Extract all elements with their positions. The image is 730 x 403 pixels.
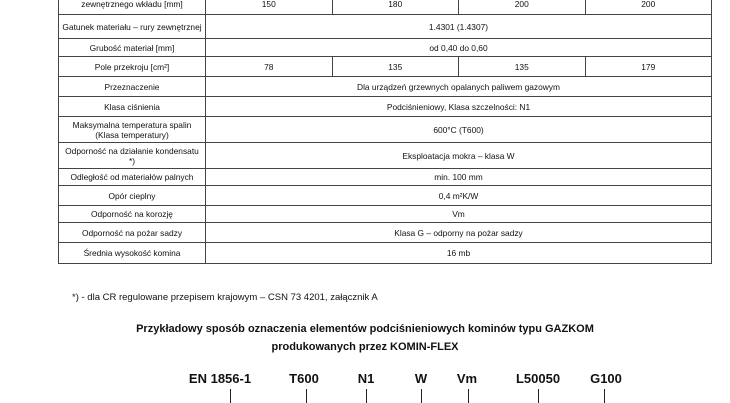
row-value: 16 mb <box>206 243 712 264</box>
table-row <box>59 243 712 264</box>
designation-code-condensate: W <box>414 371 428 386</box>
designation-title-line-1: Przykładowy sposób oznaczenia elementów podciśnieniowych kominów typu GAZKOM <box>136 323 594 335</box>
designation-tick <box>366 389 367 403</box>
table-row <box>59 143 712 169</box>
designation-tick <box>468 389 469 403</box>
row-value-cell: 200 <box>585 0 712 15</box>
row-label: zewnętrznego wkładu [mm] <box>59 0 206 15</box>
row-label: Odporność na pożar sadzy <box>59 223 206 243</box>
row-value: min. 100 mm <box>206 169 712 186</box>
footnote: *) - dla CR regulowane przepisem krajowym – CSN 73 4201, załącznik A <box>72 292 378 303</box>
table-row <box>59 97 712 117</box>
row-label: Klasa ciśnienia <box>59 97 206 117</box>
designation-example <box>0 371 730 400</box>
row-value-cell: 179 <box>585 57 712 77</box>
table-row <box>59 57 712 77</box>
row-label: Grubość materiał [mm] <box>59 39 206 57</box>
designation-code-corrosion: Vm <box>456 371 478 386</box>
designation-tick <box>604 389 605 403</box>
designation-tick <box>421 389 422 403</box>
table-row <box>59 77 712 97</box>
row-value: 600°C (T600) <box>206 117 712 143</box>
row-label: Gatunek materiału – rury zewnętrznej <box>59 15 206 39</box>
designation-code-temperature: T600 <box>289 371 319 386</box>
row-value: Klasa G – odporny na pożar sadzy <box>206 223 712 243</box>
designation-code-pressure: N1 <box>357 371 375 386</box>
specification-table <box>58 0 712 264</box>
row-value-cell: 135 <box>459 57 586 77</box>
designation-tick <box>230 389 231 403</box>
table-row <box>59 0 712 15</box>
table-row <box>59 169 712 186</box>
table-row <box>59 39 712 57</box>
table-row <box>59 186 712 206</box>
row-value-cell: 78 <box>206 57 333 77</box>
row-value: 1.4301 (1.4307) <box>206 15 712 39</box>
row-label: Opór cieplny <box>59 186 206 206</box>
row-label: Średnia wysokość komina <box>59 243 206 264</box>
row-value-cell: 135 <box>332 57 459 77</box>
row-value: Eksploatacja mokra – klasa W <box>206 143 712 169</box>
table-row <box>59 206 712 223</box>
row-value-cell: 150 <box>206 0 333 15</box>
row-value-cell: 180 <box>332 0 459 15</box>
designation-code-material: L50050 <box>515 371 561 386</box>
designation-tick <box>538 389 539 403</box>
row-label: Odległość od materiałów palnych <box>59 169 206 186</box>
table-row <box>59 15 712 39</box>
row-label: Odporność na działanie kondensatu *) <box>59 143 206 169</box>
row-value: 0,4 m²K/W <box>206 186 712 206</box>
row-label: Pole przekroju [cm²] <box>59 57 206 77</box>
row-value: od 0,40 do 0,60 <box>206 39 712 57</box>
designation-title-line-2: produkowanych przez KOMIN-FLEX <box>271 341 459 353</box>
row-value: Dla urządzeń grzewnych opalanych paliwem gazowym <box>206 77 712 97</box>
table-row <box>59 223 712 243</box>
row-value-cell: 200 <box>459 0 586 15</box>
row-label: Odporność na korozję <box>59 206 206 223</box>
table-row <box>59 117 712 143</box>
row-value: Vm <box>206 206 712 223</box>
row-label: Maksymalna temperatura spalin (Klasa temperatury) <box>59 117 206 143</box>
row-label: Przeznaczenie <box>59 77 206 97</box>
designation-tick <box>306 389 307 403</box>
row-value: Podciśnieniowy, Klasa szczelności: N1 <box>206 97 712 117</box>
designation-code-soot-fire: G100 <box>590 371 622 386</box>
designation-code-standard: EN 1856-1 <box>188 371 252 386</box>
